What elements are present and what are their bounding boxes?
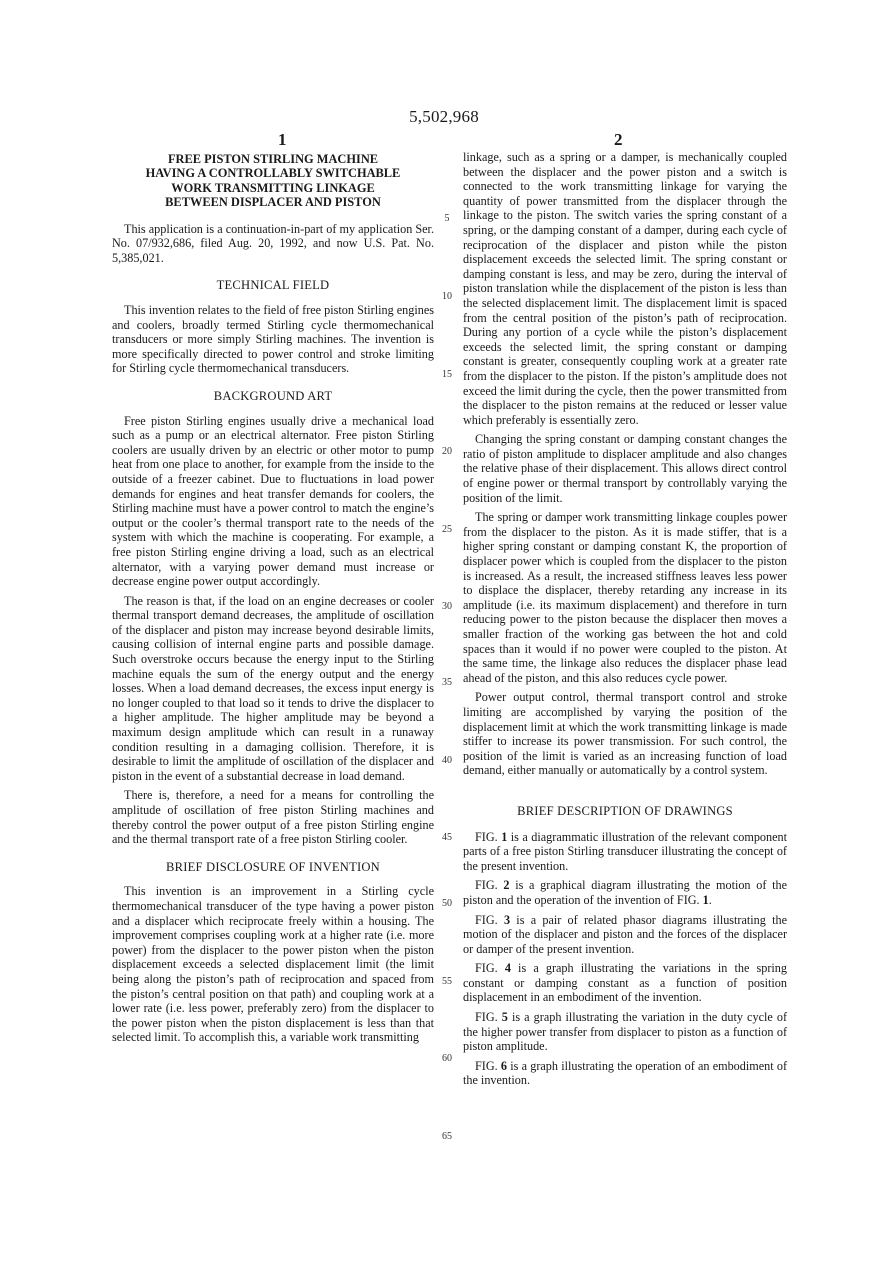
figure-description-1	[463, 830, 787, 874]
paragraph: This invention relates to the field of free piston Stirling engines and coolers, broadly termed Stirling cycle thermomechanical transducers or more simply Stirling machines. The invention is more specifically directed to power control and stroke limiting for Stirling cycle thermomechanical transducers.	[112, 303, 434, 376]
fig-number: 5	[501, 1010, 508, 1025]
fig-number: 4	[504, 961, 511, 976]
figure-description-3	[463, 913, 787, 957]
line-number: 35	[442, 677, 452, 688]
section-heading-drawings: BRIEF DESCRIPTION OF DRAWINGS	[517, 803, 733, 818]
fig-text: is a graphical diagram illustrating the motion of the piston and the operation of the invention of FIG.	[463, 878, 787, 907]
fig-text: is a graph illustrating the variation in the duty cycle of the higher power transfer from displacer to piston as a function of piston amplitude.	[463, 1010, 788, 1054]
fig-number: 6	[500, 1058, 508, 1073]
line-number: 60	[442, 1053, 452, 1064]
paragraph: The reason is that, if the load on an engine decreases or cooler thermal transport demand decreases, the amplitude of oscillation of the displacer and piston may increase beyond desirable limits, causing collision of internal engine parts and possible damage. Such overstroke occurs because the energy input to the Stirling machine equals the sum of the energy output and the energy losses. When a load demand decreases, the excess input energy is no longer coupled to that load so it tends to drive the displacer to a higher amplitude. The higher amplitude may be beyond a maximum design amplitude which can result in a runaway condition resulting in a damaging collision. Therefore, it is desirable to limit the amplitude of oscillation of the displacer and piston in the event of a substantial decrease in load demand.	[112, 593, 434, 783]
line-number: 45	[442, 832, 452, 843]
paragraph: This invention is an improvement in a Stirling cycle thermomechanical transducer of the type having a power piston and a displacer which reciprocate freely within a housing. The improvement comprises coupling work at a higher rate (i.e. more power) from the displacer to the power piston when the piston displacement exceeds a selected displacement limit (the limit being along the piston’s path of reciprocation and spaced from the piston’s central position on that path) and coupling work at a lower rate (i.e. less power, preferably zero) from the displacer to the power piston when the piston displacement is less than that selected limit. To accomplish this, a variable work transmitting	[112, 884, 434, 1045]
line-number: 20	[442, 446, 452, 457]
continuation-statement: This application is a continuation-in-part of my application Ser. No. 07/932,686, filed Aug. 20, 1992, and now U.S. Pat. No. 5,385,021.	[112, 221, 434, 265]
paragraph: Free piston Stirling engines usually drive a mechanical load such as a pump or an electrical alternator. Free piston Stirling coolers are usually driven by an electric or other motor to pump heat from one place to another, for example from the inside to the outside of a freezer cabinet. Due to fluctuations in load power demands for engines and heat transfer demands for coolers, the Stirling machine must have a power control to match the engine’s output or the cooler’s thermal transport rate to the needs of the system with which the machine is cooperating. For example, a free piston Stirling engine driving a load, such as an electrical alternator, with a varying power demand must increase or decrease engine power output accordingly.	[112, 413, 434, 589]
line-number: 15	[442, 369, 452, 380]
paragraph: Changing the spring constant or damping constant changes the ratio of piston amplitude to displacer amplitude and also changes the relative phase of their displacement. This allows direct control of engine power or thermal transport by controllably varying the position of the limit.	[463, 432, 787, 505]
line-number: 10	[442, 291, 452, 302]
left-column	[112, 152, 434, 1050]
fig-prefix: FIG.	[475, 1010, 502, 1025]
paragraph-continuation: linkage, such as a spring or a damper, is mechanically coupled between the displacer and the power piston and a switch is connected to the work transmitting linkage for varying the quantity of power transmitted from the displacer through the linkage to the piston. The switch varies the spring constant of a spring, or the damping constant of a damper, during each cycle of reciprocation of the displacer and piston while the piston displacement exceeds the selected limit. The spring constant or damping constant is less, and may be zero, during the interval of piston translation while the displacement of the piston is less than the selected displacement limit. The displacement limit is spaced from the central position of the piston’s path of reciprocation. During any portion of a cycle while the piston’s displacement exceeds the selected limit, the spring constant or damping constant is greater, consequently coupling work at a greater rate from the displacer to the piston. If the piston’s amplitude does not exceed the limit during the cycle, then the power transmitted from the displacer to the piston remains at the reduced or lesser value which preferably is essentially zero.	[463, 150, 787, 427]
title-line: WORK TRANSMITTING LINKAGE	[171, 180, 375, 195]
patent-title	[112, 152, 434, 210]
fig-prefix: FIG.	[475, 1058, 501, 1073]
line-number: 40	[442, 755, 452, 766]
fig-prefix: FIG.	[475, 961, 505, 976]
figure-description-4	[463, 961, 787, 1005]
fig-number: 3	[503, 912, 511, 927]
title-line: FREE PISTON STIRLING MACHINE	[167, 152, 379, 166]
fig-number: 1	[501, 829, 508, 844]
figure-description-2	[463, 878, 787, 907]
fig-reference: 1	[702, 892, 709, 907]
fig-prefix: FIG.	[475, 912, 504, 927]
section-heading-brief-disclosure: BRIEF DISCLOSURE OF INVENTION	[166, 859, 380, 874]
title-line: HAVING A CONTROLLABLY SWITCHABLE	[145, 166, 401, 181]
line-number: 65	[442, 1131, 452, 1142]
paragraph: The spring or damper work transmitting linkage couples power from the displacer to the piston. As it is made stiffer, that is a higher spring constant or damping constant K, the proportion of displacer power which is coupled from the displacer to the piston is increased. As a result, the increased stiffness leaves less power to displace the displacer, thereby retarding any increase in its amplitude (i.e. its maximum displacement) and therefore in turn reducing power to the piston because the displacer then moves a smaller fraction of the working gas between the hot and cold spaces than it would if no power were coupled to the piston. At the same time, the linkage also reduces the displacer phase lead ahead of the piston, and this also reduces cycle power.	[463, 510, 787, 685]
fig-number: 2	[503, 878, 510, 893]
section-heading-background-art: BACKGROUND ART	[213, 388, 333, 403]
fig-text: is a diagrammatic illustration of the relevant component parts of a free piston Stirling transducer illustrating the concept of the present invention.	[463, 829, 788, 873]
figure-description-5	[463, 1010, 787, 1054]
fig-text: is a pair of related phasor diagrams illustrating the motion of the displacer and piston and the forces of the displacer or damper of the present invention.	[463, 912, 788, 956]
fig-prefix: FIG.	[475, 878, 504, 893]
line-number: 50	[442, 898, 452, 909]
column-number-right: 2	[614, 130, 623, 149]
paragraph: Power output control, thermal transport control and stroke limiting are accomplished by varying the position of the displacement limit at which the work transmitting linkage is made stiffer to increase its power transmission. For such control, the position of the limit is varied as an increasing function of load demand, either manually or automatically by a control system.	[463, 690, 787, 778]
line-number: 5	[444, 213, 450, 224]
line-number: 30	[442, 601, 452, 612]
fig-text: is a graph illustrating the operation of an embodiment of the invention.	[463, 1058, 788, 1088]
patent-number: 5,502,968	[409, 107, 479, 126]
line-number: 25	[442, 524, 452, 535]
fig-suffix: .	[708, 892, 712, 907]
line-number: 55	[442, 976, 452, 987]
right-column	[463, 150, 787, 1093]
column-number-left: 1	[278, 130, 287, 149]
fig-text: is a graph illustrating the variations in the spring constant or damping constant as a function of position displacement in an embodiment of the invention.	[463, 961, 787, 1005]
title-line: BETWEEN DISPLACER AND PISTON	[165, 195, 381, 210]
section-heading-technical-field: TECHNICAL FIELD	[216, 278, 330, 293]
figure-description-6	[463, 1059, 787, 1088]
fig-prefix: FIG.	[475, 829, 502, 844]
paragraph: There is, therefore, a need for a means for controlling the amplitude of oscillation of free piston Stirling machines and thereby control the power output of a free piston Stirling engine and the thermal transport rate of a free piston Stirling cooler.	[112, 788, 434, 847]
